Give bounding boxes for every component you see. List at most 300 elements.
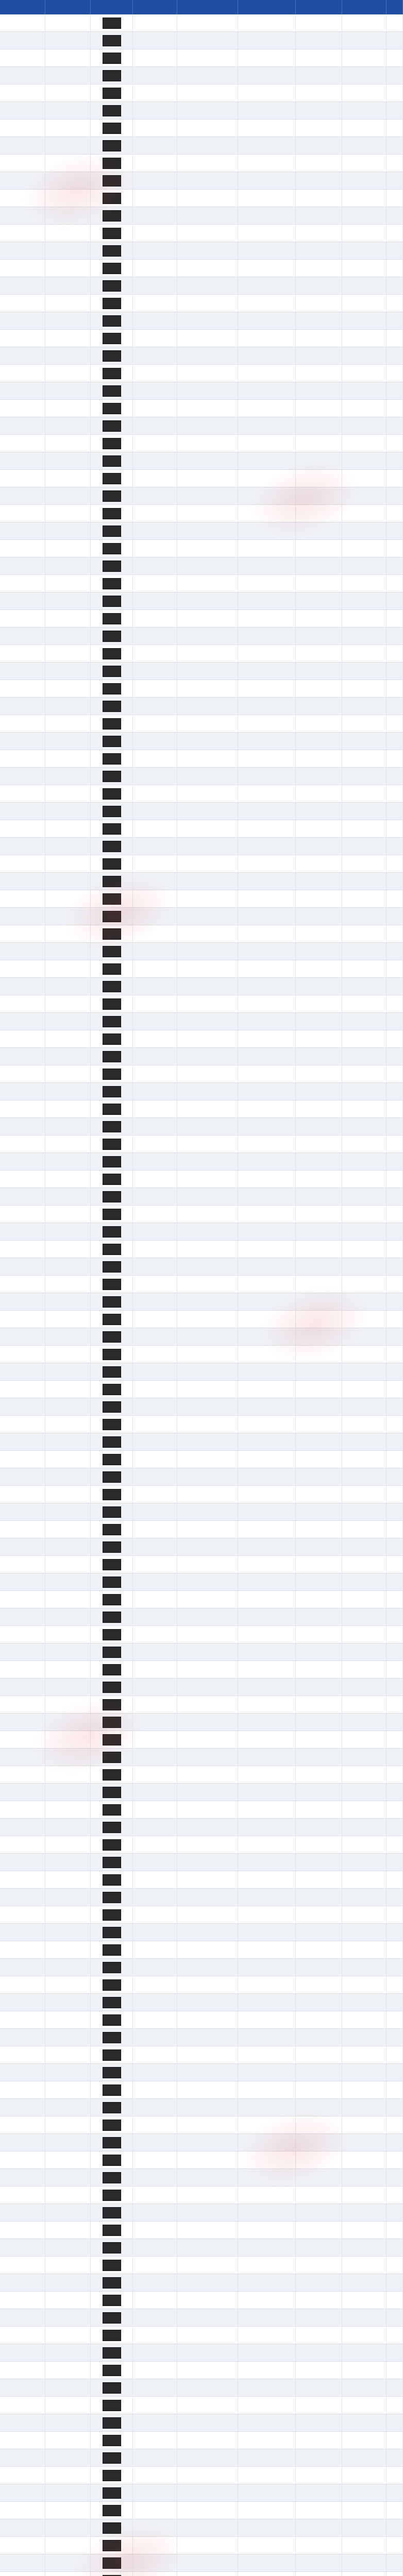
table-cell <box>238 417 296 434</box>
table-cell <box>0 1976 45 1993</box>
table-cell <box>45 155 91 172</box>
table-cell <box>342 1591 387 1608</box>
table-cell <box>238 1346 296 1363</box>
table-cell <box>296 2274 342 2291</box>
table-cell <box>387 2064 403 2081</box>
product-thumbnail-cell <box>91 1416 133 1433</box>
table-cell <box>45 1223 91 1240</box>
table-cell <box>342 312 387 329</box>
table-cell <box>133 1784 177 1801</box>
table-cell <box>342 1521 387 1538</box>
table-cell <box>296 347 342 364</box>
product-thumbnail <box>103 2452 121 2464</box>
table-cell <box>133 2537 177 2554</box>
table-cell <box>296 628 342 645</box>
table-cell <box>133 838 177 855</box>
table-cell <box>133 1906 177 1923</box>
table-cell <box>296 2257 342 2274</box>
table-cell <box>387 1766 403 1783</box>
table-cell <box>238 610 296 627</box>
table-cell <box>45 2327 91 2344</box>
table-cell <box>45 1433 91 1450</box>
table-cell <box>342 2169 387 2186</box>
table-row <box>0 1854 403 1871</box>
table-cell <box>133 2099 177 2116</box>
table-cell <box>45 295 91 312</box>
product-thumbnail <box>103 350 121 362</box>
table-cell <box>0 49 45 66</box>
table-cell <box>45 785 91 802</box>
table-cell <box>45 2379 91 2396</box>
table-cell <box>296 2099 342 2116</box>
table-cell <box>177 943 238 960</box>
product-thumbnail-cell <box>91 2397 133 2414</box>
product-thumbnail-cell <box>91 2572 133 2576</box>
table-row <box>0 557 403 575</box>
table-row <box>0 277 403 295</box>
table-cell <box>342 592 387 609</box>
table-cell <box>238 1048 296 1065</box>
table-cell <box>45 1030 91 1047</box>
table-row <box>0 768 403 785</box>
product-thumbnail <box>103 1436 121 1448</box>
table-row <box>0 750 403 768</box>
table-cell <box>45 1503 91 1520</box>
table-cell <box>133 452 177 469</box>
product-thumbnail <box>103 771 121 782</box>
table-cell <box>387 1013 403 1030</box>
product-thumbnail <box>103 2084 121 2096</box>
column-header <box>296 0 342 14</box>
table-row <box>0 382 403 400</box>
table-cell <box>177 628 238 645</box>
table-row <box>0 505 403 522</box>
product-thumbnail-cell <box>91 803 133 820</box>
table-cell <box>387 32 403 49</box>
table-cell <box>177 803 238 820</box>
product-thumbnail-cell <box>91 890 133 907</box>
table-row <box>0 2046 403 2064</box>
table-cell <box>177 995 238 1012</box>
table-cell <box>177 84 238 101</box>
table-cell <box>0 1661 45 1678</box>
table-row <box>0 540 403 557</box>
table-cell <box>133 2484 177 2501</box>
table-cell <box>238 820 296 837</box>
table-cell <box>387 312 403 329</box>
table-cell <box>45 1766 91 1783</box>
table-header <box>0 0 403 14</box>
table-cell <box>177 1731 238 1748</box>
table-cell <box>387 225 403 242</box>
table-cell <box>177 2274 238 2291</box>
product-thumbnail <box>103 1366 121 1378</box>
table-cell <box>387 365 403 382</box>
table-cell <box>342 1118 387 1135</box>
table-cell <box>387 1136 403 1153</box>
table-cell <box>133 1889 177 1906</box>
table-cell <box>342 2362 387 2379</box>
table-cell <box>296 820 342 837</box>
table-cell <box>45 2011 91 2028</box>
table-cell <box>387 487 403 504</box>
table-cell <box>296 698 342 715</box>
table-cell <box>342 1784 387 1801</box>
table-cell <box>0 1083 45 1100</box>
table-cell <box>387 2449 403 2466</box>
table-cell <box>238 2362 296 2379</box>
table-cell <box>177 838 238 855</box>
table-row <box>0 1503 403 1521</box>
table-cell <box>342 1013 387 1030</box>
product-thumbnail <box>103 2382 121 2394</box>
table-cell <box>0 2484 45 2501</box>
table-cell <box>177 522 238 539</box>
table-cell <box>238 1136 296 1153</box>
product-thumbnail <box>103 2137 121 2148</box>
table-cell <box>342 2344 387 2361</box>
table-cell <box>45 2414 91 2431</box>
table-cell <box>387 2151 403 2168</box>
table-cell <box>387 768 403 785</box>
table-cell <box>238 400 296 417</box>
table-cell <box>342 2239 387 2256</box>
product-thumbnail-cell <box>91 277 133 294</box>
table-cell <box>387 1398 403 1415</box>
table-cell <box>238 750 296 767</box>
table-cell <box>177 1241 238 1258</box>
table-cell <box>342 995 387 1012</box>
product-thumbnail-cell <box>91 120 133 137</box>
table-cell <box>45 1959 91 1976</box>
table-cell <box>0 312 45 329</box>
table-cell <box>0 2519 45 2536</box>
product-thumbnail <box>103 210 121 222</box>
table-cell <box>387 2081 403 2098</box>
product-thumbnail <box>103 2120 121 2131</box>
table-cell <box>238 505 296 522</box>
table-cell <box>177 1854 238 1871</box>
table-cell <box>342 1241 387 1258</box>
table-cell <box>238 2099 296 2116</box>
product-thumbnail <box>103 1121 121 1132</box>
table-cell <box>296 1398 342 1415</box>
table-cell <box>296 1889 342 1906</box>
table-cell <box>387 102 403 119</box>
table-row <box>0 2151 403 2169</box>
table-cell <box>177 960 238 977</box>
table-cell <box>238 295 296 312</box>
table-cell <box>133 2116 177 2133</box>
product-thumbnail-cell <box>91 2029 133 2046</box>
table-cell <box>177 1556 238 1573</box>
table-row <box>0 1171 403 1188</box>
table-cell <box>238 1293 296 1310</box>
product-thumbnail <box>103 998 121 1010</box>
table-cell <box>342 2257 387 2274</box>
table-cell <box>0 2397 45 2414</box>
table-cell <box>387 943 403 960</box>
table-cell <box>342 1258 387 1275</box>
table-cell <box>177 1976 238 1993</box>
table-cell <box>177 1608 238 1625</box>
table-cell <box>238 155 296 172</box>
table-cell <box>0 1416 45 1433</box>
table-cell <box>296 1661 342 1678</box>
table-cell <box>342 2187 387 2204</box>
table-cell <box>45 1398 91 1415</box>
product-thumbnail-cell <box>91 1924 133 1941</box>
table-cell <box>177 1048 238 1065</box>
table-cell <box>45 663 91 680</box>
table-cell <box>45 1749 91 1766</box>
table-cell <box>177 2519 238 2536</box>
table-cell <box>296 1626 342 1643</box>
table-cell <box>177 32 238 49</box>
table-cell <box>296 1433 342 1450</box>
table-cell <box>342 1924 387 1941</box>
table-cell <box>177 1573 238 1590</box>
product-thumbnail <box>103 1559 121 1570</box>
table-cell <box>133 2011 177 2028</box>
table-cell <box>133 382 177 399</box>
table-cell <box>238 838 296 855</box>
product-thumbnail-cell <box>91 1889 133 1906</box>
table-cell <box>342 242 387 259</box>
column-header <box>45 0 91 14</box>
table-cell <box>387 2292 403 2309</box>
table-cell <box>45 1118 91 1135</box>
table-cell <box>45 1924 91 1941</box>
product-thumbnail-cell <box>91 347 133 364</box>
table-cell <box>177 417 238 434</box>
column-header <box>342 0 387 14</box>
table-cell <box>177 1643 238 1660</box>
table-cell <box>133 1188 177 1205</box>
table-cell <box>177 1941 238 1958</box>
table-cell <box>177 2379 238 2396</box>
table-row <box>0 1276 403 1293</box>
table-cell <box>342 1486 387 1503</box>
table-cell <box>238 1503 296 1520</box>
table-cell <box>342 2046 387 2063</box>
table-row <box>0 2169 403 2187</box>
table-cell <box>296 2379 342 2396</box>
table-cell <box>0 1153 45 1170</box>
table-cell <box>177 67 238 84</box>
table-cell <box>45 347 91 364</box>
table-cell <box>238 312 296 329</box>
table-cell <box>133 2134 177 2151</box>
table-cell <box>0 575 45 592</box>
table-cell <box>177 2537 238 2554</box>
table-cell <box>238 1608 296 1625</box>
table-cell <box>45 207 91 224</box>
table-row <box>0 2502 403 2519</box>
product-thumbnail <box>103 1594 121 1605</box>
table-cell <box>0 2379 45 2396</box>
table-cell <box>177 575 238 592</box>
table-cell <box>133 908 177 925</box>
table-cell <box>296 277 342 294</box>
table-cell <box>342 1538 387 1555</box>
table-cell <box>296 1241 342 1258</box>
table-cell <box>238 978 296 995</box>
table-cell <box>238 1171 296 1188</box>
table-cell <box>238 1661 296 1678</box>
table-cell <box>177 1819 238 1836</box>
table-cell <box>177 1398 238 1415</box>
product-thumbnail <box>103 2260 121 2271</box>
table-cell <box>177 1538 238 1555</box>
table-cell <box>133 820 177 837</box>
table-cell <box>296 2081 342 2098</box>
table-cell <box>238 67 296 84</box>
table-cell <box>177 1206 238 1223</box>
table-cell <box>296 785 342 802</box>
table-cell <box>387 1171 403 1188</box>
table-cell <box>0 978 45 995</box>
product-thumbnail-cell <box>91 2414 133 2431</box>
product-thumbnail <box>103 2557 121 2569</box>
table-cell <box>133 2502 177 2519</box>
product-thumbnail-cell <box>91 1083 133 1100</box>
product-thumbnail-cell <box>91 417 133 434</box>
table-cell <box>296 995 342 1012</box>
table-cell <box>133 102 177 119</box>
table-cell <box>342 382 387 399</box>
table-cell <box>45 2134 91 2151</box>
table-cell <box>133 873 177 890</box>
table-row <box>0 820 403 838</box>
table-cell <box>238 1311 296 1328</box>
table-cell <box>342 663 387 680</box>
table-cell <box>296 505 342 522</box>
table-cell <box>238 1363 296 1380</box>
product-thumbnail-cell <box>91 382 133 399</box>
product-thumbnail-cell <box>91 2519 133 2536</box>
table-cell <box>238 2309 296 2326</box>
table-cell <box>387 2309 403 2326</box>
table-cell <box>387 1258 403 1275</box>
table-cell <box>0 2169 45 2186</box>
table-cell <box>342 2572 387 2576</box>
table-cell <box>45 330 91 347</box>
table-cell <box>296 1994 342 2011</box>
product-thumbnail-cell <box>91 1906 133 1923</box>
product-thumbnail <box>103 2295 121 2306</box>
table-cell <box>342 1889 387 1906</box>
product-thumbnail <box>103 1717 121 1728</box>
table-cell <box>342 1696 387 1713</box>
table-cell <box>296 172 342 189</box>
table-cell <box>177 1065 238 1082</box>
product-thumbnail <box>103 315 121 327</box>
table-cell <box>342 2099 387 2116</box>
table-row <box>0 1819 403 1836</box>
table-cell <box>133 592 177 609</box>
table-cell <box>296 137 342 154</box>
table-cell <box>177 1836 238 1853</box>
table-cell <box>238 32 296 49</box>
table-cell <box>296 435 342 452</box>
table-cell <box>133 1433 177 1450</box>
table-cell <box>296 1171 342 1188</box>
table-row <box>0 1889 403 1906</box>
table-cell <box>0 84 45 101</box>
table-cell <box>296 610 342 627</box>
table-cell <box>238 1013 296 1030</box>
table-cell <box>296 207 342 224</box>
table-cell <box>0 2081 45 2098</box>
table-cell <box>387 470 403 487</box>
table-cell <box>342 2502 387 2519</box>
table-cell <box>177 1468 238 1485</box>
table-cell <box>387 49 403 66</box>
product-thumbnail-cell <box>91 1048 133 1065</box>
product-thumbnail-cell <box>91 1819 133 1836</box>
table-cell <box>177 1328 238 1345</box>
table-cell <box>0 557 45 574</box>
table-cell <box>177 1784 238 1801</box>
table-cell <box>45 1784 91 1801</box>
table-cell <box>45 1538 91 1555</box>
table-cell <box>0 2011 45 2028</box>
table-cell <box>296 1328 342 1345</box>
table-cell <box>177 1381 238 1398</box>
table-cell <box>0 1136 45 1153</box>
table-cell <box>0 225 45 242</box>
table-cell <box>387 2467 403 2484</box>
product-thumbnail <box>103 561 121 572</box>
table-cell <box>177 120 238 137</box>
table-cell <box>387 1083 403 1100</box>
table-cell <box>238 1731 296 1748</box>
table-cell <box>45 1468 91 1485</box>
table-cell <box>238 2046 296 2063</box>
table-cell <box>296 365 342 382</box>
product-thumbnail-cell <box>91 2099 133 2116</box>
table-cell <box>387 2011 403 2028</box>
table-cell <box>133 1065 177 1082</box>
table-cell <box>45 260 91 277</box>
table-cell <box>177 1083 238 1100</box>
table-row <box>0 1994 403 2011</box>
table-cell <box>296 2169 342 2186</box>
table-cell <box>177 1871 238 1888</box>
product-thumbnail <box>103 1139 121 1150</box>
table-cell <box>177 2222 238 2239</box>
table-cell <box>133 1696 177 1713</box>
product-thumbnail <box>103 1244 121 1255</box>
table-cell <box>133 2572 177 2576</box>
table-cell <box>133 260 177 277</box>
table-row <box>0 1714 403 1731</box>
table-cell <box>177 1994 238 2011</box>
table-cell <box>296 1714 342 1731</box>
table-row <box>0 2064 403 2081</box>
table-cell <box>342 1749 387 1766</box>
table-cell <box>177 1118 238 1135</box>
table-cell <box>0 505 45 522</box>
table-row <box>0 698 403 715</box>
product-thumbnail <box>103 438 121 449</box>
table-row <box>0 1749 403 1766</box>
product-thumbnail <box>103 2225 121 2236</box>
table-cell <box>45 2397 91 2414</box>
product-thumbnail-cell <box>91 1994 133 2011</box>
table-cell <box>0 820 45 837</box>
